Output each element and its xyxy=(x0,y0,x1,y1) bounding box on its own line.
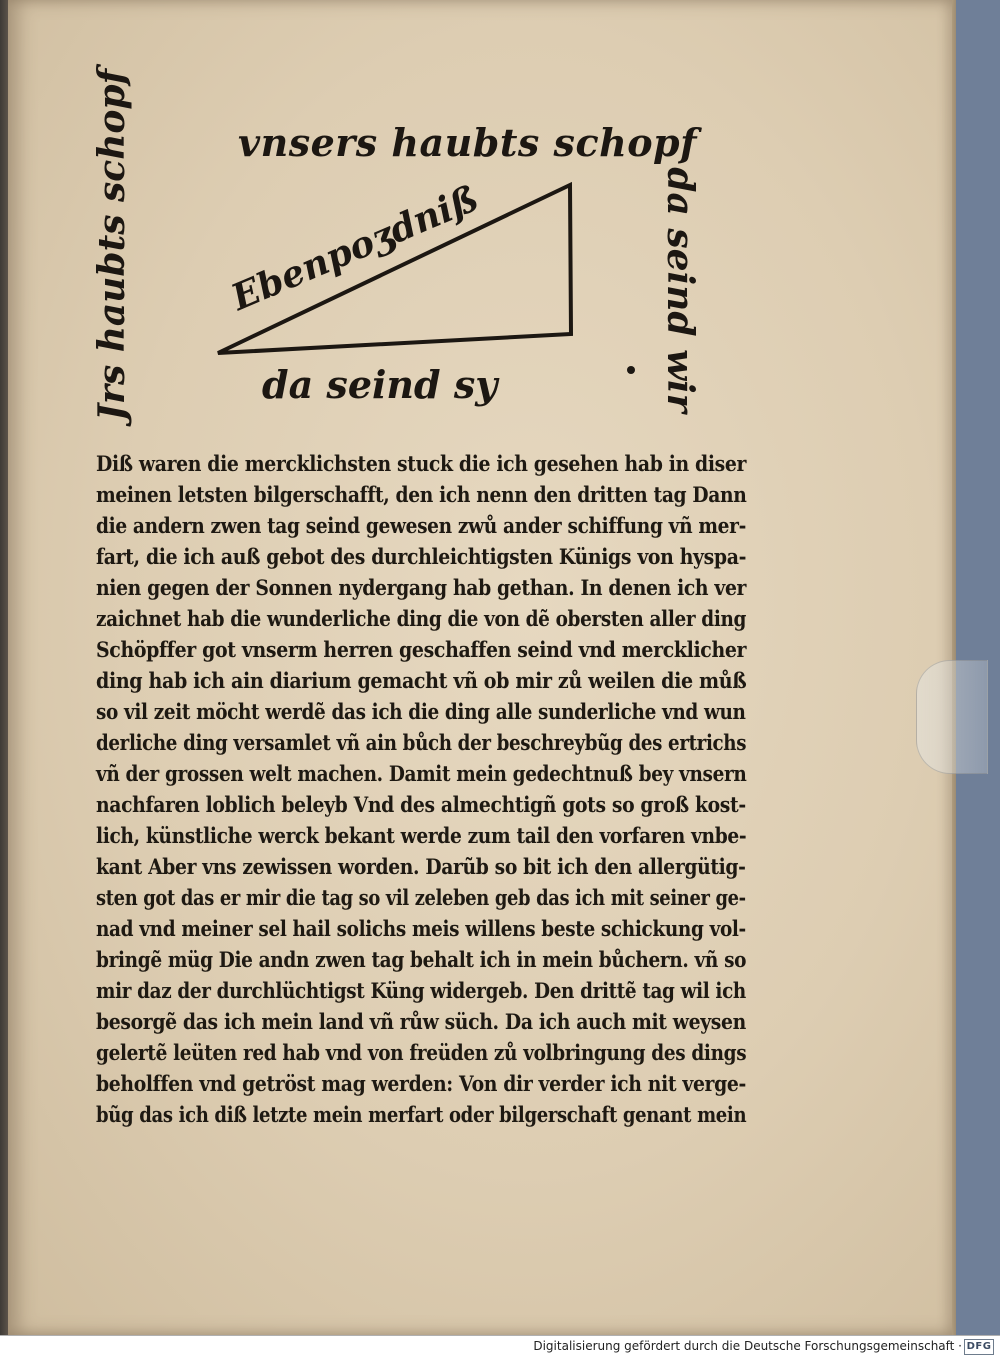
text-line: derliche ding versamlet vñ ain bůch der beschreybũg des ertrichs xyxy=(96,730,747,755)
text-line: mir daz der durchlüchtigst Küng widergeb. Den drittẽ tag wil ich xyxy=(96,978,746,1003)
body-text xyxy=(96,448,746,1130)
dfg-logo: DFG xyxy=(964,1339,994,1355)
text-line: ding hab ich ain diarium gemacht vñ ob mir zů weilen die můß xyxy=(96,668,747,693)
text-line: sten got das er mir die tag so vil zeleben geb das ich mit seiner ge- xyxy=(96,885,746,910)
text-line: vñ der grossen welt machen. Damit mein gedechtnuß bey vnsern xyxy=(96,761,747,786)
text-line: besorgẽ das ich mein land vñ růw süch. Da ich auch mit weysen xyxy=(96,1009,746,1034)
text-line: gelertẽ leüten red hab vnd von freüden zů volbringung des dings xyxy=(96,1040,747,1065)
text-line: die andern zwen tag seind gewesen zwů ander schiffung vñ mer- xyxy=(96,513,746,538)
diagram-dot xyxy=(627,366,635,374)
text-line: beholffen vnd getröst mag werden: Von dir verder ich nit verge- xyxy=(96,1071,746,1096)
text-line: bringẽ müg Die andn zwen tag behalt ich in mein bůchern. vñ so xyxy=(96,947,747,972)
text-line: kant Aber vns zewissen worden. Darũb so bit ich den allergütig- xyxy=(96,854,746,879)
text-line: fart, die ich auß gebot des durchleichtigsten Künigs von hyspa- xyxy=(96,544,747,569)
text-line: meinen letsten bilgerschafft, den ich nenn den dritten tag Dann xyxy=(96,482,747,507)
text-line: bũg das ich diß letzte mein merfart oder bilgerschaft genant mein xyxy=(96,1102,747,1127)
footer-bar xyxy=(0,1335,1000,1357)
diagram-right-label: da seind wir xyxy=(659,167,701,413)
diagram-bottom-label: da seind sy xyxy=(262,362,498,407)
text-line: nien gegen der Sonnen nydergang hab gethan. In denen ich ver xyxy=(96,575,747,600)
diagram-left-label: Jrs haubts schopf xyxy=(91,68,133,422)
text-line: nachfaren loblich beleyb Vnd des almechtigñ gots so groß kost- xyxy=(96,792,746,817)
text-line: nad vnd meiner sel hail solichs meis willens beste schickung vol- xyxy=(96,916,746,941)
funding-credit: Digitalisierung gefördert durch die Deutsche Forschungsgemeinschaft · xyxy=(533,1339,962,1353)
text-line: zaichnet hab die wunderliche ding die von dẽ obersten aller ding xyxy=(96,606,747,631)
text-line: Diß waren die mercklichsten stuck die ich gesehen hab in diser xyxy=(96,451,747,476)
text-line: Schöpffer got vnserm herren geschaffen seind vnd mercklicher xyxy=(96,637,747,662)
text-line: lich, künstliche werck bekant werde zum tail den vorfaren vnbe- xyxy=(96,823,747,848)
diagram-inner-label: Ebenpoʒdniß xyxy=(225,177,485,319)
text-line: so vil zeit möcht werdẽ das ich die ding alle sunderliche vnd wun xyxy=(96,699,746,724)
diagram-top-label: vnsers haubts schopf xyxy=(238,120,697,165)
